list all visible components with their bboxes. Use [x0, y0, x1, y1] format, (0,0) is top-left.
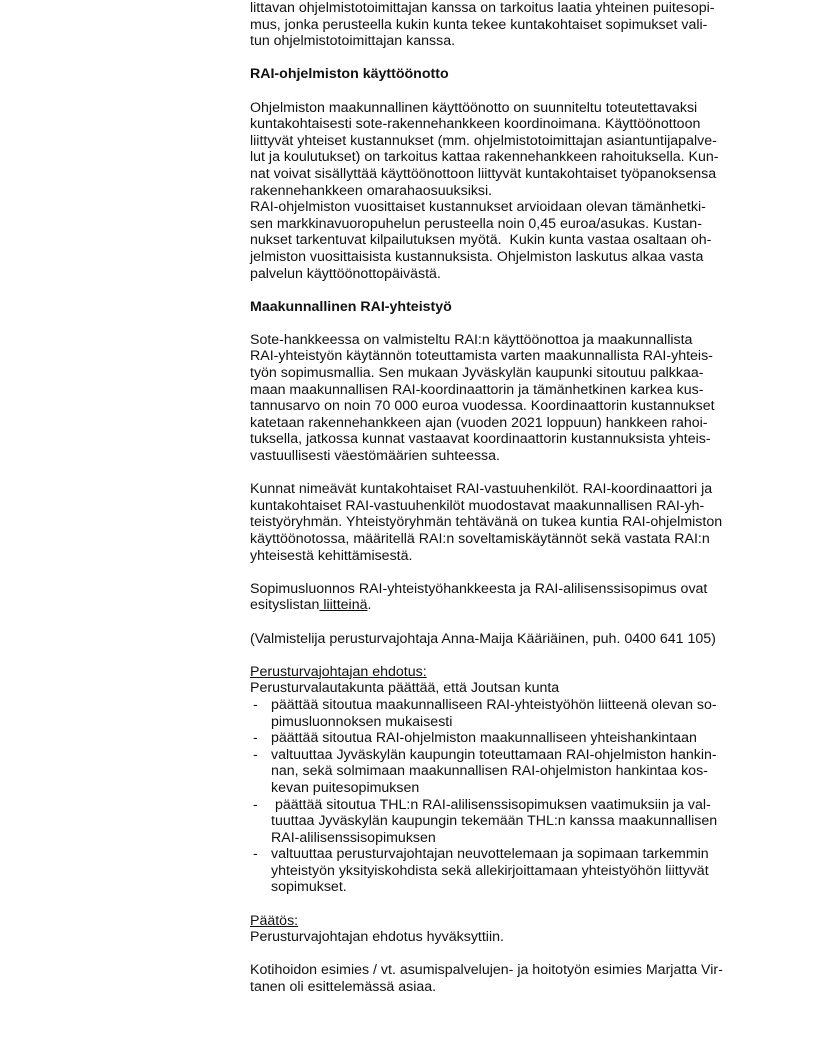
text-line: nukset tarkentuvat kilpailutuksen myötä. Kukin kunta vastaa osaltaan oh-	[250, 232, 712, 249]
section2-paragraph-1	[250, 332, 745, 465]
text-line: sopimukset.	[271, 879, 347, 896]
bullet-dash: -	[253, 730, 258, 747]
proposal-block	[250, 664, 745, 896]
section1-paragraph-2	[250, 199, 745, 282]
text-line: tannusarvo on noin 70 000 euroa vuodessa. Koordinaattorin kustannukset	[250, 398, 715, 415]
proposal-intro: Perusturvalautakunta päättää, että Joutsan kunta	[250, 680, 560, 697]
attachments-link[interactable]: liitteinä	[319, 597, 368, 614]
text-line: tuksella, jatkossa kunnat vastaavat koordinaattorin kustannuksista yhteis-	[250, 431, 711, 448]
bullet-dash: -	[253, 746, 258, 763]
closing-paragraph	[250, 962, 745, 995]
text-line: valtuuttaa perusturvajohtajan neuvottelemaan ja sopimaan tarkemmin	[271, 846, 709, 863]
text-line: RAI-alilisenssisopimuksen	[271, 829, 436, 846]
attachments-paragraph	[250, 581, 745, 614]
text-line: Kotihoidon esimies / vt. asumispalvelujen- ja hoitotyön esimies Marjatta Vir-	[250, 962, 723, 979]
text-line: littavan ohjelmistotoimittajan kanssa on tarkoitus laatia yhteinen puitesopi-	[250, 0, 715, 16]
text-line: työn sopimusmallia. Sen mukaan Jyväskylän kaupunki sitoutuu palkkaa-	[250, 365, 704, 382]
text-line: vastuullisesti väestömäärien suhteessa.	[250, 448, 500, 465]
preparer-note: (Valmistelija perusturvajohtaja Anna-Maija Kääriäinen, puh. 0400 641 105)	[250, 630, 716, 647]
text-line: sen markkinavuoropuhelun perusteella noin 0,45 euroa/asukas. Kustan-	[250, 215, 702, 232]
decision-heading: Päätös:	[250, 912, 299, 929]
list-item	[250, 846, 745, 896]
list-item	[250, 797, 745, 847]
attachments-prefix: esityslistan	[250, 597, 320, 614]
intro-paragraph	[250, 0, 745, 50]
text-line: nat voivat sisällyttää käyttöönottoon liittyvät kuntakohtaiset työpanoksensa	[250, 165, 717, 182]
bullet-dash: -	[253, 846, 258, 863]
section1-paragraph-1	[250, 100, 745, 200]
text-line: päättää sitoutua maakunnalliseen RAI-yhteistyöhön liitteenä olevan so-	[271, 696, 717, 713]
text-line: RAI-ohjelmiston vuosittaiset kustannukset arvioidaan olevan tämänhetki-	[250, 199, 706, 216]
text-line: katetaan rakennehankkeen ajan (vuoden 2021 loppuun) hankkeen rahoi-	[250, 414, 708, 431]
text-line: RAI-yhteistyön käytännön toteuttamista varten maakunnallista RAI-yhteis-	[250, 348, 713, 365]
text-line: Sopimusluonnos RAI-yhteistyöhankkeesta ja RAI-alilisenssisopimus ovat	[250, 580, 708, 597]
text-line: käyttöönotossa, määritellä RAI:n soveltamiskäytännöt sekä vastata RAI:n	[250, 531, 710, 547]
section-heading-maakunnallinen-yhteistyo: Maakunnallinen RAI-yhteistyö	[250, 298, 452, 315]
text-line: kuntakohtaiset RAI-vastuuhenkilöt muodostavat maakunnallisen RAI-yh-	[250, 497, 705, 514]
list-item	[250, 747, 745, 797]
document-page	[250, 0, 745, 996]
text-line: yhteisestä kehittämisestä.	[250, 547, 413, 564]
text-line: tanen oli esittelemässä asiaa.	[250, 979, 437, 996]
text-line: yhteistyön yksityiskohdista sekä allekirjoittamaan yhteistyöhön liittyvät	[271, 862, 709, 879]
text-line: Kunnat nimeävät kuntakohtaiset RAI-vastuuhenkilöt. RAI-koordinaattori ja	[250, 481, 713, 498]
text-line: jelmiston vuosittaisista kustannuksista. Ohjelmiston laskutus alkaa vasta	[250, 248, 704, 265]
text-line	[250, 597, 745, 614]
text-line: valtuuttaa Jyväskylän kaupungin toteuttamaan RAI-ohjelmiston hankin-	[271, 746, 717, 763]
text-line: nan, sekä solmimaan maakunnallisen RAI-ohjelmiston hankintaa kos-	[271, 763, 708, 780]
text-line: teistyöryhmän. Yhteistyöryhmän tehtävänä on tukea kuntia RAI-ohjelmiston	[250, 514, 723, 531]
text-line: Sote-hankkeessa on valmisteltu RAI:n käyttöönottoa ja maakunnallista	[250, 331, 693, 348]
text-line: kevan puitesopimuksen	[271, 779, 420, 796]
text-line: rakennehankkeen omarahaosuuksiksi.	[250, 182, 493, 199]
bullet-dash: -	[253, 696, 258, 713]
decision-block	[250, 913, 745, 946]
text-line: lut ja koulutukset) on tarkoitus kattaa rakennehankkeen rahoituksella. Kun-	[250, 149, 719, 166]
bullet-dash: -	[253, 796, 258, 813]
proposal-heading: Perusturvajohtajan ehdotus:	[250, 663, 427, 680]
text-line: palvelun käyttöönottopäivästä.	[250, 265, 441, 282]
text-line: päättää sitoutua RAI-ohjelmiston maakunnalliseen yhteishankintaan	[271, 730, 697, 747]
list-item	[250, 697, 745, 730]
section2-paragraph-2	[250, 481, 745, 564]
attachments-suffix: .	[367, 597, 372, 614]
section-heading-rai-kayttoonotto: RAI-ohjelmiston käyttöönotto	[250, 66, 449, 83]
text-line: pimusluonnoksen mukaisesti	[271, 713, 453, 730]
text-line: tun ohjelmistotoimittajan kanssa.	[250, 33, 456, 50]
text-line: tuuttaa Jyväskylän kaupungin tekemään THL:n kanssa maakunnallisen	[271, 813, 718, 830]
text-line: maan maakunnallisen RAI-koordinaattorin ja tämänhetkinen karkea kus-	[250, 381, 704, 398]
text-line: kuntakohtaisesti sote-rakennehankkeen koordinoimana. Käyttöönottoon	[250, 116, 701, 133]
text-line: liittyvät yhteiset kustannukset (mm. ohjelmistotoimittajan asiantuntijapalve-	[250, 132, 717, 149]
text-line: päättää sitoutua THL:n RAI-alilisenssisopimuksen vaatimuksiin ja val-	[271, 796, 711, 813]
decision-text: Perusturvajohtajan ehdotus hyväksyttiin.	[250, 929, 504, 946]
list-item	[250, 730, 745, 747]
text-line: mus, jonka perusteella kukin kunta tekee kuntakohtaiset sopimukset vali-	[250, 16, 708, 33]
text-line: Ohjelmiston maakunnallinen käyttöönotto on suunniteltu toteutettavaksi	[250, 99, 698, 116]
